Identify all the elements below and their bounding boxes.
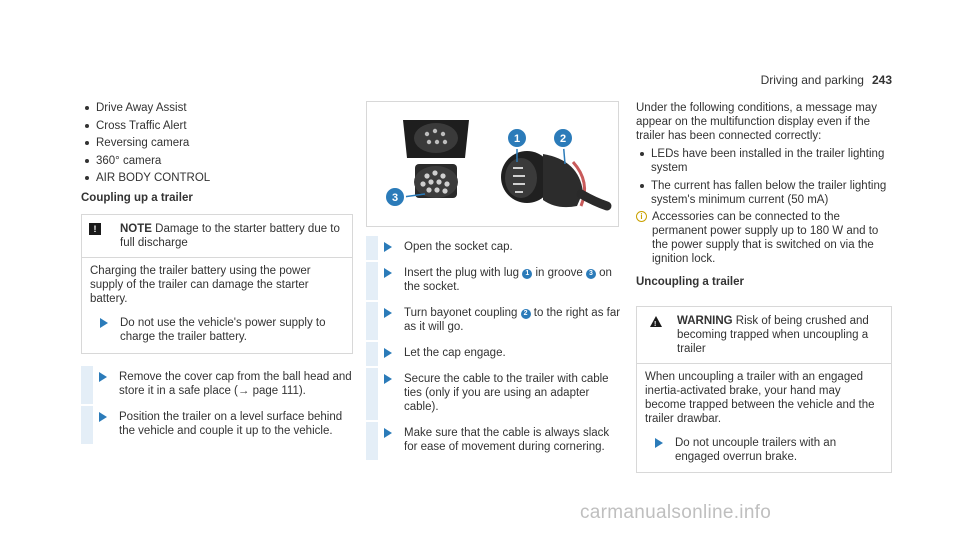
note-header [82,215,352,258]
arrow-icon [384,242,392,252]
info-text: Accessories can be connected to the permanent power supply up to 180 W and to the power supply that is switched on via the ignition lock. [652,211,879,266]
callout-badge: 3 [586,269,596,279]
info-icon: i [636,211,647,222]
message-intro: Under the following conditions, a message may appear on the multifunction display even if the trailer has been connected correctly: [636,102,877,142]
step-item [81,410,353,438]
warning-step [645,436,883,464]
info-note [636,210,892,266]
step-stripe [81,366,93,404]
list-item: Cross Traffic Alert [81,119,353,133]
arrow-icon [655,438,663,448]
note-step-text: Do not use the vehicle's power supply to charge the trailer battery. [120,317,326,344]
callout-badge: 2 [521,309,531,319]
condition-list [636,147,892,207]
note-label: NOTE [120,223,152,236]
system-list [81,101,353,185]
plug-housing [543,154,583,207]
warning-text: When uncoupling a trailer with an engaged inertia-activated brake, your hand may become trapped between the vehicle and the trailer drawbar. [645,371,875,426]
note-title: Damage to the starter battery due to full discharge [120,223,340,250]
step-text: Secure the cable to the trailer with cable ties (only if you are using an adapter cable). [404,373,609,413]
watermark: carmanualsonline.info [580,502,772,523]
column-2 [366,101,621,466]
arrow-icon [384,268,392,278]
list-item: AIR BODY CONTROL [81,171,353,185]
step-item [366,306,621,334]
list-item: Drive Away Assist [81,101,353,115]
callout-label-1: 1 [513,133,521,145]
exclamation-icon: ! [89,223,101,235]
note-box [81,214,353,354]
callout-badge: 1 [522,269,532,279]
trailer-socket-figure [366,101,619,227]
column-1 [81,101,353,450]
step-stripe [366,342,378,366]
step-text: Remove the cover cap from the ball head and store it in a safe place (→ page 111). [119,371,352,398]
warning-triangle-icon: ! [650,316,662,327]
page-number: 243 [871,73,892,87]
section-title: Driving and parking [760,73,864,87]
arrow-icon [100,318,108,328]
step-text: Open the socket cap. [404,241,513,253]
list-item: The current has fallen below the trailer lighting system's minimum current (50 mA) [636,179,892,207]
page-header [761,73,892,87]
arrow-icon [99,412,107,422]
step-stripe [366,302,378,340]
step-stripe [366,368,378,420]
step-text: Insert the plug with lug [404,267,523,279]
section-heading: Uncoupling a trailer [636,276,744,289]
step-item [366,426,621,454]
column-3 [636,101,892,473]
step-item [366,346,621,360]
step-text: Let the cap engage. [404,347,506,359]
list-item: 360° camera [81,154,353,168]
step-stripe [81,406,93,444]
warning-header [637,307,891,364]
step-text: in groove [532,267,586,279]
list-item: Reversing camera [81,136,353,150]
arrow-icon [384,428,392,438]
warning-box [636,306,892,473]
list-item: LEDs have been installed in the trailer lighting system [636,147,892,175]
arrow-icon [384,374,392,384]
step-stripe [366,422,378,460]
note-body [82,258,352,353]
callout-label-3: 3 [391,192,399,204]
step-item [81,370,353,398]
note-text: Charging the trailer battery using the power supply of the trailer can damage the starter battery. [90,265,311,306]
trailer-socket-illustration [367,102,619,227]
warning-body [637,364,891,472]
warning-title: Risk of being crushed and becoming trapped when uncoupling a trailer [677,315,869,356]
socket-cap-inner [414,123,458,153]
step-item [366,372,621,414]
arrow-icon [384,308,392,318]
note-step [90,316,344,344]
coupling-steps [366,240,621,454]
warning-step-text: Do not uncouple trailers with an engaged overrun brake. [675,437,837,464]
step-text: Make sure that the cable is always slack for ease of movement during cornering. [404,427,610,453]
step-text: to the right as far as it will go. [404,307,621,333]
arrow-icon [384,348,392,358]
step-item [366,266,621,294]
callout-label-2: 2 [559,133,567,145]
plug-cable [581,194,607,206]
step-text: Position the trailer on a level surface behind the vehicle and couple it up to the vehicle. [119,411,343,438]
step-item [366,240,621,254]
section-heading: Coupling up a trailer [81,192,193,205]
step-stripe [366,262,378,300]
arrow-icon [99,372,107,382]
step-text: on the socket. [404,267,612,293]
step-text: Turn bayonet coupling [404,307,521,319]
step-stripe [366,236,378,260]
warning-label: WARNING [677,315,733,328]
